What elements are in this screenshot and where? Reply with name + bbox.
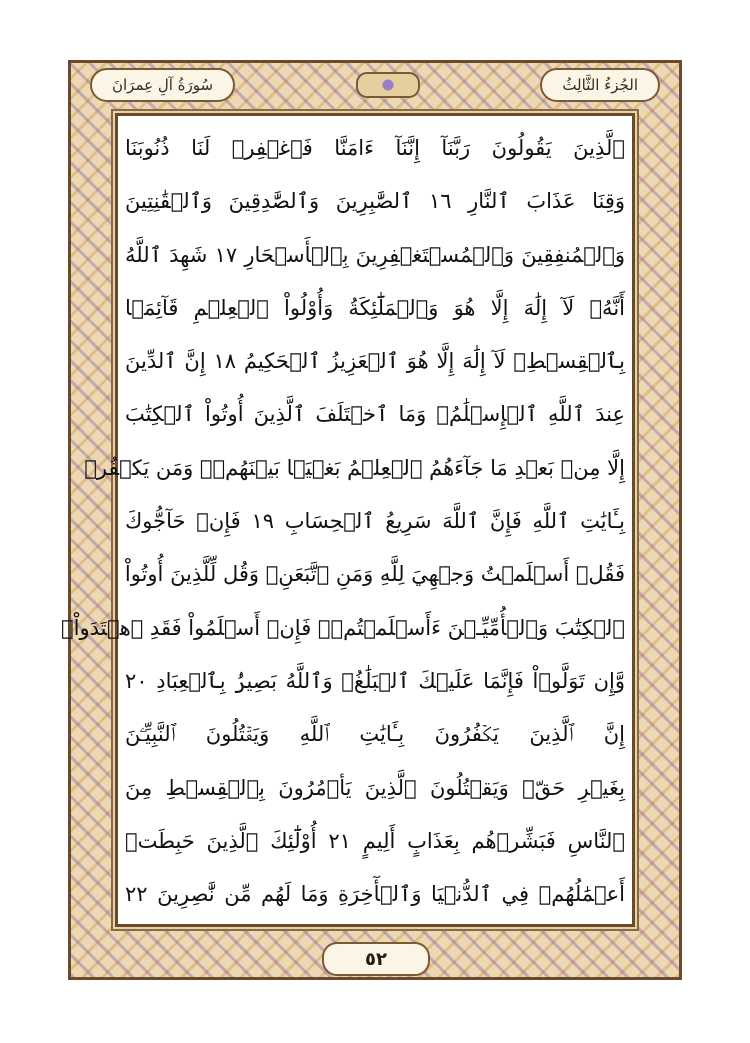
text-line: إِنَّ ٱلَّذِينَ يَكۡفُرُونَ بِـَٔايَٰتِ ٱللَّهِ وَيَقۡتُلُونَ ٱلنَّبِيِّـۧنَ [125, 722, 625, 747]
page-header [90, 66, 660, 104]
text-line: وَٱلۡمُنفِقِينَ وَٱلۡمُسۡتَغۡفِرِينَ بِٱلۡأَسۡحَارِ ١٧ شَهِدَ ٱللَّهُ [125, 242, 625, 267]
surah-name: سُورَةُ آلِ عِمرَانَ [90, 68, 235, 102]
juz-name: الجُزءُ الثَّالِثُ [540, 68, 660, 102]
quran-text [61, 122, 625, 922]
text-line: فَقُلۡ أَسۡلَمۡتُ وَجۡهِيَ لِلَّهِ وَمَنِ ٱتَّبَعَنِۗ وَقُل لِّلَّذِينَ أُوتُواْ [124, 562, 625, 587]
header-ornament-icon [356, 72, 420, 98]
page-number: ٥٢ [322, 942, 430, 976]
text-line: إِلَّا مِنۢ بَعۡدِ مَا جَآءَهُمُ ٱلۡعِلۡمُ بَغۡيَۢا بَيۡنَهُمۡۗ وَمَن يَكۡفُرۡ [84, 455, 625, 480]
text-line: ٱلۡكِتَٰبَ وَٱلۡأُمِّيِّـۧنَ ءَأَسۡلَمۡتُمۡۚ فَإِنۡ أَسۡلَمُواْ فَقَدِ ٱهۡتَدَواْۖ [61, 615, 625, 640]
text-line: ٱلَّذِينَ يَقُولُونَ رَبَّنَآ إِنَّنَآ ءَامَنَّا فَٱغۡفِرۡ لَنَا ذُنُوبَنَا [125, 136, 625, 160]
text-line: بِٱلۡقِسۡطِۚ لَآ إِلَٰهَ إِلَّا هُوَ ٱلۡعَزِيزُ ٱلۡحَكِيمُ ١٨ إِنَّ ٱلدِّينَ [125, 349, 625, 374]
text-line: ٱلنَّاسِ فَبَشِّرۡهُم بِعَذَابٍ أَلِيمٍ ٢١ أُوْلَٰٓئِكَ ٱلَّذِينَ حَبِطَتۡ [125, 828, 625, 853]
text-line: عِندَ ٱللَّهِ ٱلۡإِسۡلَٰمُۗ وَمَا ٱخۡتَلَفَ ٱلَّذِينَ أُوتُواْ ٱلۡكِتَٰبَ [125, 402, 625, 427]
text-line: أَنَّهُۥ لَآ إِلَٰهَ إِلَّا هُوَ وَٱلۡمَلَٰٓئِكَةُ وَأُوْلُواْ ٱلۡعِلۡمِ قَآئِمَۢا [125, 295, 625, 320]
text-line: بِغَيۡرِ حَقّٖ وَيَقۡتُلُونَ ٱلَّذِينَ يَأۡمُرُونَ بِٱلۡقِسۡطِ مِنَ [125, 775, 625, 800]
text-line: وَّإِن تَوَلَّوۡاْ فَإِنَّمَا عَلَيۡكَ ٱلۡبَلَٰغُۗ وَٱللَّهُ بَصِيرُۢ بِٱلۡعِبَادِ ٢٠ [125, 668, 625, 693]
text-line: بِـَٔايَٰتِ ٱللَّهِ فَإِنَّ ٱللَّهَ سَرِيعُ ٱلۡحِسَابِ ١٩ فَإِنۡ حَآجُّوكَ [125, 509, 625, 534]
text-line: وَقِنَا عَذَابَ ٱلنَّارِ ١٦ ٱلصَّٰبِرِينَ وَٱلصَّٰدِقِينَ وَٱلۡقَٰنِتِينَ [125, 189, 625, 214]
text-line: أَعۡمَٰلُهُمۡ فِي ٱلدُّنۡيَا وَٱلۡأٓخِرَةِ وَمَا لَهُم مِّن نَّٰصِرِينَ ٢٢ [125, 882, 625, 907]
